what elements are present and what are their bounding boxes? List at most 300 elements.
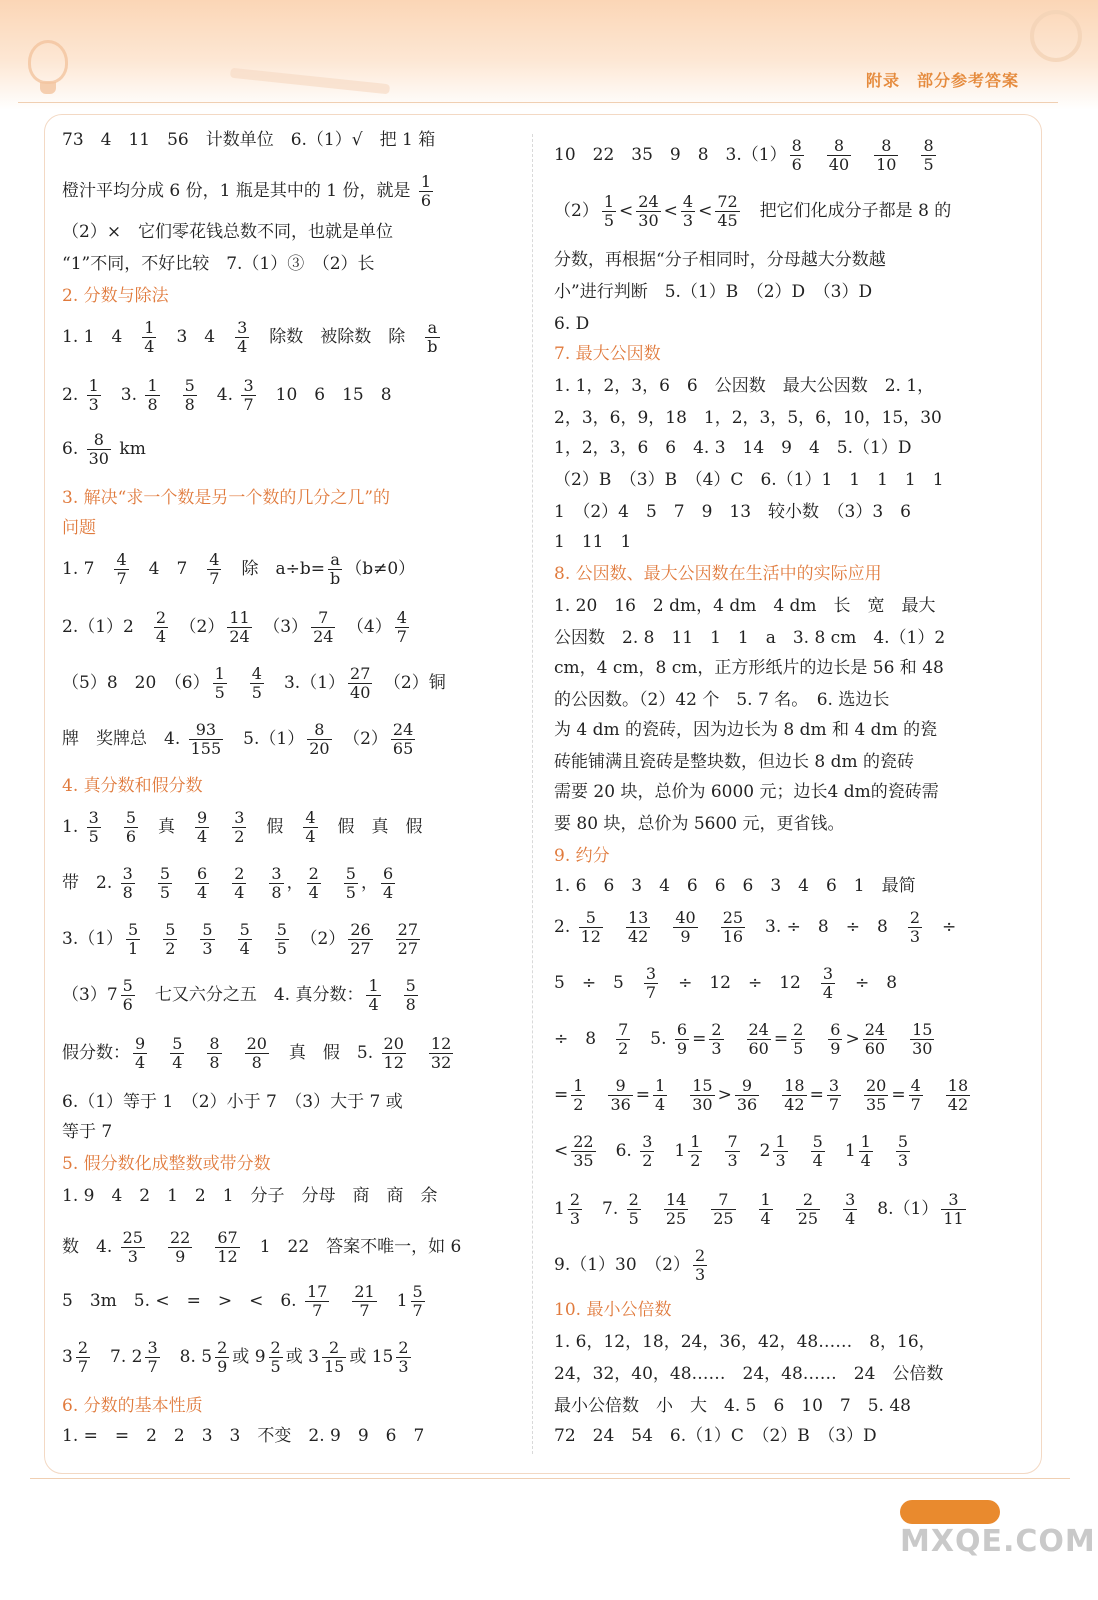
answer-line: 为 4 dm 的瓷砖，因为边长为 8 dm 和 4 dm 的瓷 xyxy=(554,720,938,740)
answer-line: 9.（1）30 （2） $\frac{2}{3}$ xyxy=(554,1246,706,1284)
fraction-denominator: 8 xyxy=(122,883,133,902)
fraction-numerator: 5 xyxy=(125,808,136,827)
fraction xyxy=(207,1036,221,1071)
fraction-denominator: 3 xyxy=(88,395,99,414)
answer-line: 需要 20 块，总价为 6000 元；边长4 dm的瓷砖需 xyxy=(554,782,939,802)
fraction xyxy=(213,666,227,701)
answer-line: 等于 7 xyxy=(62,1122,113,1142)
fraction-denominator: 5 xyxy=(251,683,262,702)
answer-line: = $\frac{1}{2}$ $\frac{9}{36}$ = $\frac{1}{4}$ $\frac{15}{30}$ > $\frac{9}{36}$ $\frac{18}{42}$ = $\frac{3}{7}$ $\frac{20}{35}$ = $\frac{4}{7}$ $\frac{18}{42}$ xyxy=(554,1076,969,1114)
mixed-number-whole: 15 xyxy=(371,1347,394,1367)
fraction-numerator: 1 xyxy=(573,1076,584,1095)
answer-line: 1. 9 4 2 1 2 1 分子 分母 商 商 余 xyxy=(62,1186,438,1206)
fraction-denominator: 3 xyxy=(682,211,694,230)
fraction-denominator: 4 xyxy=(135,1053,146,1072)
answer-line: 分数，再根据“分子相同时，分母越大分数越 xyxy=(554,250,886,270)
answer-line: 1. $\frac{3}{5}$ $\frac{5}{6}$ 真 $\frac{9}{4}$ $\frac{3}{2}$ 假 $\frac{4}{4}$ 假 真 假 xyxy=(62,808,423,846)
fraction xyxy=(121,978,135,1013)
section-heading: 9. 约分 xyxy=(554,846,610,866)
answer-line: 3 $\frac{2}{7}$ 7. 2 $\frac{3}{7}$ 8. 5 $\frac{2}{9}$ 或 9 $\frac{2}{5}$ 或 3 $\frac{2}{15}$ 或 15 $\frac{2}{3}$ xyxy=(62,1338,409,1376)
fraction-numerator: 1 xyxy=(603,192,615,211)
fraction-numerator: 5 xyxy=(159,864,170,883)
answer-line: 1. 7 $\frac{4}{7}$ 4 7 $\frac{4}{7}$ 除 a÷b= $\frac{a}{b}$ （b≠0） xyxy=(62,550,416,588)
fraction-denominator: 8 xyxy=(271,883,282,902)
fraction-denominator: 3 xyxy=(909,927,920,946)
fraction-numerator: 4 xyxy=(305,808,316,827)
fraction xyxy=(725,1134,739,1169)
fraction-denominator: 36 xyxy=(736,1095,758,1114)
fraction xyxy=(571,1134,595,1169)
fraction-numerator: 8 xyxy=(874,138,898,156)
answer-line: 2，3，6，9，18 1，2，3，5，6，10，15，30 xyxy=(554,408,942,428)
answer-line: 1 11 1 xyxy=(554,532,632,552)
fraction xyxy=(189,722,224,757)
fraction-denominator: 2 xyxy=(690,1151,701,1170)
mixed-number-whole: 3 xyxy=(308,1347,319,1367)
answer-line: （2）× 它们零花钱总数不同，也就是单位 xyxy=(62,222,394,242)
fraction-numerator: 25 xyxy=(122,1228,143,1247)
fraction xyxy=(344,866,358,901)
fraction-numerator: 7 xyxy=(711,1192,735,1210)
fraction-denominator: 4 xyxy=(368,995,379,1014)
fraction xyxy=(124,810,138,845)
fraction-denominator: 60 xyxy=(864,1039,886,1058)
fraction-numerator: 20 xyxy=(866,1076,887,1095)
fraction-denominator: 4 xyxy=(155,627,167,646)
fraction xyxy=(711,1192,735,1227)
answer-line: （2） $\frac{1}{5}$ < $\frac{24}{30}$ < $\frac{4}{3}$ < $\frac{72}{45}$ 把它们化成分子都是 8 的 xyxy=(554,192,952,230)
section-heading: 6. 分数的基本性质 xyxy=(62,1396,203,1416)
fraction xyxy=(608,1078,632,1113)
section-heading: 5. 假分数化成整数或带分数 xyxy=(62,1154,271,1174)
fraction-numerator: 1 xyxy=(655,1076,666,1095)
fraction-numerator: 67 xyxy=(217,1228,238,1247)
fraction-denominator: 7 xyxy=(910,1095,921,1114)
fraction-denominator: 4 xyxy=(655,1095,666,1114)
fraction-denominator: 3 xyxy=(694,1265,706,1284)
fraction-numerator: 8 xyxy=(791,136,802,155)
fraction xyxy=(396,922,420,957)
fraction-numerator: 20 xyxy=(246,1034,267,1053)
fraction xyxy=(909,1078,923,1113)
fraction-denominator: 40 xyxy=(828,155,850,174)
fraction xyxy=(419,174,433,209)
fraction-numerator: 27 xyxy=(397,920,419,939)
fraction-numerator: 4 xyxy=(396,608,407,627)
fraction xyxy=(168,1230,192,1265)
fraction-numerator: 15 xyxy=(912,1020,933,1039)
fraction-numerator: 24 xyxy=(638,192,659,211)
fraction xyxy=(87,432,111,467)
fraction-numerator: 2 xyxy=(270,1338,281,1357)
section-heading: 10. 最小公倍数 xyxy=(554,1300,672,1320)
fraction xyxy=(395,610,409,645)
answer-line: 带 2. $\frac{3}{8}$ $\frac{5}{5}$ $\frac{6}{4}$ $\frac{2}{4}$ $\frac{3}{8}$ ， $\frac{2}{4}$ $\frac{5}{5}$ ， $\frac{6}{4}$ xyxy=(62,864,394,902)
fraction-numerator: 20 xyxy=(383,1034,404,1053)
fraction-denominator: 6 xyxy=(125,827,136,846)
fraction-numerator: 17 xyxy=(306,1282,328,1301)
fraction xyxy=(235,320,249,355)
fraction-numerator: 1 xyxy=(368,976,379,995)
fraction-numerator: 18 xyxy=(784,1076,805,1095)
fraction xyxy=(715,194,739,229)
fraction-numerator: 2 xyxy=(569,1190,581,1209)
fraction-numerator: 4 xyxy=(116,550,127,569)
fraction-denominator: 60 xyxy=(748,1039,769,1058)
fraction-numerator: a xyxy=(425,320,439,338)
fraction-numerator: 14 xyxy=(665,1190,687,1209)
fraction xyxy=(811,1134,825,1169)
fraction xyxy=(145,378,159,413)
fraction-denominator: 12 xyxy=(383,1053,404,1072)
fraction-numerator: 3 xyxy=(642,1132,653,1151)
fraction xyxy=(693,1248,707,1283)
fraction xyxy=(307,722,331,757)
fraction xyxy=(87,810,101,845)
fraction-denominator: 2 xyxy=(573,1095,584,1114)
fraction-numerator: 3 xyxy=(271,864,282,883)
section-heading: 问题 xyxy=(62,518,96,538)
answer-line: 2. $\frac{1}{3}$ 3. $\frac{1}{8}$ $\frac{5}{8}$ 4. $\frac{3}{7}$ 10 6 15 8 xyxy=(62,376,392,414)
fraction xyxy=(311,610,335,645)
fraction-denominator: 7 xyxy=(243,395,254,414)
fraction-numerator: 6 xyxy=(197,864,208,883)
fraction-denominator: 27 xyxy=(397,939,419,958)
fraction xyxy=(305,1284,329,1319)
fraction-denominator: 3 xyxy=(775,1151,786,1170)
fraction xyxy=(269,866,283,901)
fraction xyxy=(759,1192,773,1227)
magnifier-icon xyxy=(1030,10,1082,62)
fraction xyxy=(348,666,372,701)
answer-line: cm，4 cm，8 cm，正方形纸片的边长是 56 和 48 xyxy=(554,658,944,678)
fraction xyxy=(859,1134,873,1169)
fraction-denominator: 4 xyxy=(860,1151,871,1170)
fraction-denominator: 20 xyxy=(309,739,330,758)
fraction-numerator: 2 xyxy=(628,1190,639,1209)
fraction-numerator: 5 xyxy=(165,920,176,939)
fraction xyxy=(636,194,660,229)
section-heading: 7. 最大公因数 xyxy=(554,344,661,364)
fraction xyxy=(215,1340,229,1375)
fraction-denominator: 42 xyxy=(784,1095,805,1114)
fraction-numerator: 9 xyxy=(735,1078,759,1096)
fraction-numerator: 24 xyxy=(392,720,414,739)
header-rule xyxy=(18,102,1058,103)
fraction-numerator: 5 xyxy=(128,920,139,939)
fraction xyxy=(269,1340,283,1375)
fraction-numerator: 2 xyxy=(796,1192,820,1210)
lightbulb-icon xyxy=(28,40,68,84)
fraction xyxy=(688,1134,702,1169)
fraction-denominator: 8 xyxy=(209,1053,220,1072)
fraction-denominator: 3 xyxy=(569,1209,581,1228)
fraction-denominator: 42 xyxy=(947,1095,969,1114)
answer-line: 牌 奖牌总 4. $\frac{93}{155}$ 5.（1） $\frac{8}{20}$ （2） $\frac{24}{65}$ xyxy=(62,720,414,758)
fraction xyxy=(215,1230,239,1265)
fraction-denominator: 4 xyxy=(197,827,208,846)
fraction-numerator: 40 xyxy=(675,908,696,927)
fraction-numerator: 2 xyxy=(793,1020,804,1039)
answer-line: 5 ÷ 5 $\frac{3}{7}$ ÷ 12 ÷ 12 $\frac{3}{4}$ ÷ 8 xyxy=(554,964,898,1002)
fraction-numerator: 2 xyxy=(308,864,319,883)
answer-line: 1. 1 4 $\frac{1}{4}$ 3 4 $\frac{3}{4}$ 除数 被除数 除 $\frac{a}{b}$ xyxy=(62,318,438,356)
fraction-numerator: 2 xyxy=(234,864,245,883)
fraction-denominator: 3 xyxy=(711,1039,722,1058)
fraction-numerator: 93 xyxy=(189,722,224,740)
fraction-numerator: 24 xyxy=(748,1020,769,1039)
fraction-numerator: 1 xyxy=(760,1190,771,1209)
fraction-numerator: 8 xyxy=(827,138,851,156)
fraction-denominator: 9 xyxy=(676,1039,688,1058)
fraction xyxy=(381,866,395,901)
fraction-denominator: 4 xyxy=(812,1151,823,1170)
fraction xyxy=(232,810,246,845)
fraction-denominator: 5 xyxy=(276,939,287,958)
fraction-denominator: 5 xyxy=(603,211,615,230)
fraction-numerator: 12 xyxy=(430,1034,452,1053)
fraction-denominator: 65 xyxy=(392,739,414,758)
fraction-numerator: 2 xyxy=(711,1020,722,1039)
fraction-numerator: 9 xyxy=(197,808,208,827)
fraction-denominator: 7 xyxy=(645,983,657,1002)
answer-line: 公因数 2. 8 11 1 1 a 3. 8 cm 4.（1）2 xyxy=(554,628,946,648)
fraction-numerator: 3 xyxy=(234,808,245,827)
answer-line: 6. D xyxy=(554,314,590,334)
fraction-numerator: 8 xyxy=(209,1034,220,1053)
fraction xyxy=(908,910,922,945)
fraction-numerator: 5 xyxy=(405,976,416,995)
answer-line: 1 $\frac{2}{3}$ 7. $\frac{2}{5}$ $\frac{14}{25}$ $\frac{7}{25}$ $\frac{1}{4}$ $\frac{2}{25}$ $\frac{3}{4}$ 8.（1） $\frac{3}{11}$ xyxy=(554,1190,964,1228)
fraction-denominator: 4 xyxy=(144,337,155,356)
fraction-denominator: 8 xyxy=(405,995,416,1014)
answer-line: （3）7 $\frac{5}{6}$ 七又六分之五 4. 真分数： $\frac{1}{4}$ $\frac{5}{8}$ xyxy=(62,976,416,1014)
section-heading: 2. 分数与除法 xyxy=(62,286,169,306)
fraction-numerator: 2 xyxy=(77,1338,89,1357)
fraction-numerator: 9 xyxy=(135,1034,146,1053)
answer-line: 73 4 11 56 计数单位 6.（1）√ 把 1 箱 xyxy=(62,130,436,150)
column-divider xyxy=(532,134,533,1454)
fraction xyxy=(207,552,221,587)
fraction-denominator: 24 xyxy=(313,627,334,646)
fraction-numerator: 24 xyxy=(864,1020,886,1039)
fraction-denominator: 7 xyxy=(116,569,127,588)
fraction xyxy=(328,552,342,587)
fraction-numerator: 8 xyxy=(923,136,934,155)
fraction-denominator: 4 xyxy=(234,883,245,902)
fraction-denominator: 8 xyxy=(251,1053,262,1072)
fraction xyxy=(195,866,209,901)
answer-line: 5 3m 5. < = > < 6. $\frac{17}{7}$ $\frac{21}{7}$ 1 $\frac{5}{7}$ xyxy=(62,1282,423,1320)
fraction-numerator: 3 xyxy=(645,964,657,983)
fraction-denominator: 10 xyxy=(876,155,897,174)
page-header-title: 附录 部分参考答案 xyxy=(866,71,1020,90)
fraction xyxy=(790,138,804,173)
fraction-denominator: 3 xyxy=(398,1357,409,1376)
fraction-numerator: 1 xyxy=(88,376,99,395)
fraction-numerator: 3 xyxy=(237,318,248,337)
answer-line: ÷ 8 $\frac{7}{2}$ 5. $\frac{6}{9}$ = $\frac{2}{3}$ $\frac{24}{60}$ = $\frac{2}{5}$ $\frac{6}{9}$ > $\frac{24}{60}$ $\frac{15}{30}$ xyxy=(554,1020,933,1058)
fraction xyxy=(644,966,658,1001)
page-header-band xyxy=(0,0,1098,110)
fraction xyxy=(821,966,835,1001)
fraction-numerator: 5 xyxy=(345,864,356,883)
fraction xyxy=(391,722,415,757)
mixed-number-whole: 7 xyxy=(106,985,118,1005)
fraction-numerator: 5 xyxy=(202,920,213,939)
fraction xyxy=(238,922,252,957)
fraction-numerator: 1 xyxy=(860,1132,871,1151)
fraction xyxy=(133,1036,147,1071)
fraction xyxy=(348,922,372,957)
fraction xyxy=(145,1340,159,1375)
fraction xyxy=(864,1078,888,1113)
fraction-denominator: 4 xyxy=(382,883,394,902)
fraction-numerator: 5 xyxy=(812,1132,823,1151)
fraction-denominator: 2 xyxy=(618,1039,629,1058)
fraction-numerator: 3 xyxy=(122,864,133,883)
fraction-numerator: 22 xyxy=(169,1228,191,1247)
fraction-denominator: 5 xyxy=(270,1357,281,1376)
fraction-denominator: 4 xyxy=(237,337,248,356)
fraction xyxy=(195,810,209,845)
fraction-denominator: 3 xyxy=(897,1151,909,1170)
fraction-denominator: 5 xyxy=(159,883,170,902)
fraction xyxy=(425,320,439,355)
fraction-denominator: 25 xyxy=(797,1209,819,1228)
fraction-denominator: b xyxy=(329,569,341,588)
fraction-denominator: 25 xyxy=(665,1209,687,1228)
answer-line: 2. $\frac{5}{12}$ $\frac{13}{42}$ $\frac{40}{9}$ $\frac{25}{16}$ 3. ÷ 8 ÷ 8 $\frac{2}{3}$ ÷ xyxy=(554,908,957,946)
answer-line: （5）8 20 （6） $\frac{1}{5}$ $\frac{4}{5}$ 3.（1） $\frac{27}{40}$ （2）铜 xyxy=(62,664,446,702)
fraction-denominator: b xyxy=(427,337,438,356)
fraction-numerator: 3 xyxy=(845,1190,856,1209)
fraction-numerator: 4 xyxy=(209,550,220,569)
fraction xyxy=(579,910,603,945)
fraction xyxy=(602,194,616,229)
fraction-numerator: 26 xyxy=(350,920,371,939)
fraction xyxy=(828,1022,842,1057)
fraction-numerator: 2 xyxy=(694,1246,706,1265)
fraction-denominator: 35 xyxy=(866,1095,887,1114)
fraction-numerator: 2 xyxy=(155,608,167,627)
fraction xyxy=(910,1022,934,1057)
fraction-numerator: 7 xyxy=(727,1132,738,1151)
answer-line: 1. 6，12，18，24，36，42，48…… 8，16， xyxy=(554,1332,936,1352)
fraction-denominator: 40 xyxy=(350,683,371,702)
fraction-numerator: 5 xyxy=(122,976,133,995)
fraction-numerator: 4 xyxy=(682,192,694,211)
fraction-numerator: 25 xyxy=(722,908,744,927)
fraction-numerator: 6 xyxy=(676,1020,688,1039)
fraction xyxy=(411,1284,425,1319)
fraction xyxy=(627,1192,641,1227)
fraction-denominator: 6 xyxy=(791,155,802,174)
fraction-denominator: 4 xyxy=(822,983,834,1002)
fraction-numerator: 5 xyxy=(184,376,195,395)
fraction xyxy=(245,1036,269,1071)
mixed-number-whole: 1 xyxy=(554,1199,565,1219)
fraction-denominator: 7 xyxy=(312,1301,323,1320)
fraction xyxy=(653,1078,667,1113)
fraction xyxy=(114,552,128,587)
fraction-denominator: 25 xyxy=(713,1209,734,1228)
fraction-numerator: 7 xyxy=(311,610,335,628)
fraction-denominator: 9 xyxy=(680,927,691,946)
fraction-numerator: 3 xyxy=(147,1338,158,1357)
answer-line: 要 80 块，总价为 5600 元，更省钱。 xyxy=(554,814,845,834)
answer-line: 最小公倍数 小 大 4. 5 6 10 7 5. 48 xyxy=(554,1396,911,1416)
answer-line: 小”进行判断 5.（1）B （2）D （3）D xyxy=(554,282,873,302)
fraction xyxy=(322,1340,346,1375)
fraction xyxy=(843,1192,857,1227)
fraction xyxy=(366,978,380,1013)
fraction xyxy=(709,1022,723,1057)
mixed-number-whole: 1 xyxy=(844,1141,856,1161)
fraction-denominator: 3 xyxy=(202,939,213,958)
fraction xyxy=(773,1134,787,1169)
fraction-denominator: 1 xyxy=(128,939,139,958)
mixed-number-whole: 5 xyxy=(201,1347,213,1367)
answer-line: 2.（1）2 $\frac{2}{4}$ （2） $\frac{11}{24}$ （3） $\frac{7}{24}$ （4） $\frac{4}{7}$ xyxy=(62,608,407,646)
section-heading: 8. 公因数、最大公因数在生活中的实际应用 xyxy=(554,564,882,584)
fraction-numerator: 27 xyxy=(350,664,371,683)
fraction-denominator: 7 xyxy=(828,1095,839,1114)
fraction-denominator: 5 xyxy=(793,1039,804,1058)
mixed-number-whole: 1 xyxy=(396,1291,408,1311)
fraction xyxy=(126,922,140,957)
fraction-numerator: 13 xyxy=(627,908,649,927)
fraction-numerator: 11 xyxy=(229,608,250,627)
answer-line: 1. 6 6 3 4 6 6 6 3 4 6 1 最简 xyxy=(554,876,916,896)
fraction xyxy=(307,866,321,901)
fraction xyxy=(640,1134,654,1169)
fraction-denominator: 5 xyxy=(214,683,225,702)
answer-line: 的公因数。（2）42 个 5. 7 名。 6. 选边长 xyxy=(554,690,890,710)
fraction-numerator: 5 xyxy=(172,1034,183,1053)
fraction-numerator: 72 xyxy=(717,192,738,211)
fraction-denominator: 8 xyxy=(184,395,195,414)
footer-rule xyxy=(30,1478,1070,1479)
fraction-numerator: 1 xyxy=(214,664,225,683)
answer-line: 6. $\frac{8}{30}$ km xyxy=(62,430,146,468)
fraction-numerator: 5 xyxy=(412,1282,423,1301)
fraction xyxy=(941,1192,965,1227)
fraction xyxy=(690,1078,714,1113)
fraction xyxy=(142,320,156,355)
fraction xyxy=(121,866,135,901)
fraction-denominator: 30 xyxy=(912,1039,933,1058)
fraction-numerator: a xyxy=(328,552,342,570)
answer-line: 72 24 54 6.（1）C （2）B （3）D xyxy=(554,1426,877,1446)
fraction-denominator: 7 xyxy=(77,1357,89,1376)
fraction-numerator: 7 xyxy=(618,1020,629,1039)
fraction-numerator: 9 xyxy=(608,1078,632,1096)
fraction-numerator: 3 xyxy=(941,1192,965,1210)
mixed-number-whole: 9 xyxy=(254,1347,266,1367)
section-heading: 3. 解决“求一个数是另一个数的几分之几”的 xyxy=(62,488,391,508)
fraction-denominator: 4 xyxy=(845,1209,856,1228)
answer-line: 1. = = 2 2 3 3 不变 2. 9 9 6 7 xyxy=(62,1426,425,1446)
fraction-denominator: 3 xyxy=(727,1151,738,1170)
fraction-denominator: 6 xyxy=(122,995,133,1014)
answer-line: 1 （2）4 5 7 9 13 较小数 （3）3 6 xyxy=(554,502,911,522)
answer-line: 1. 1，2，3，6 6 公因数 最大公因数 2. 1， xyxy=(554,376,935,396)
fraction-numerator: 2 xyxy=(398,1338,409,1357)
fraction xyxy=(827,1078,841,1113)
fraction-denominator: 7 xyxy=(396,627,407,646)
fraction xyxy=(664,1192,688,1227)
